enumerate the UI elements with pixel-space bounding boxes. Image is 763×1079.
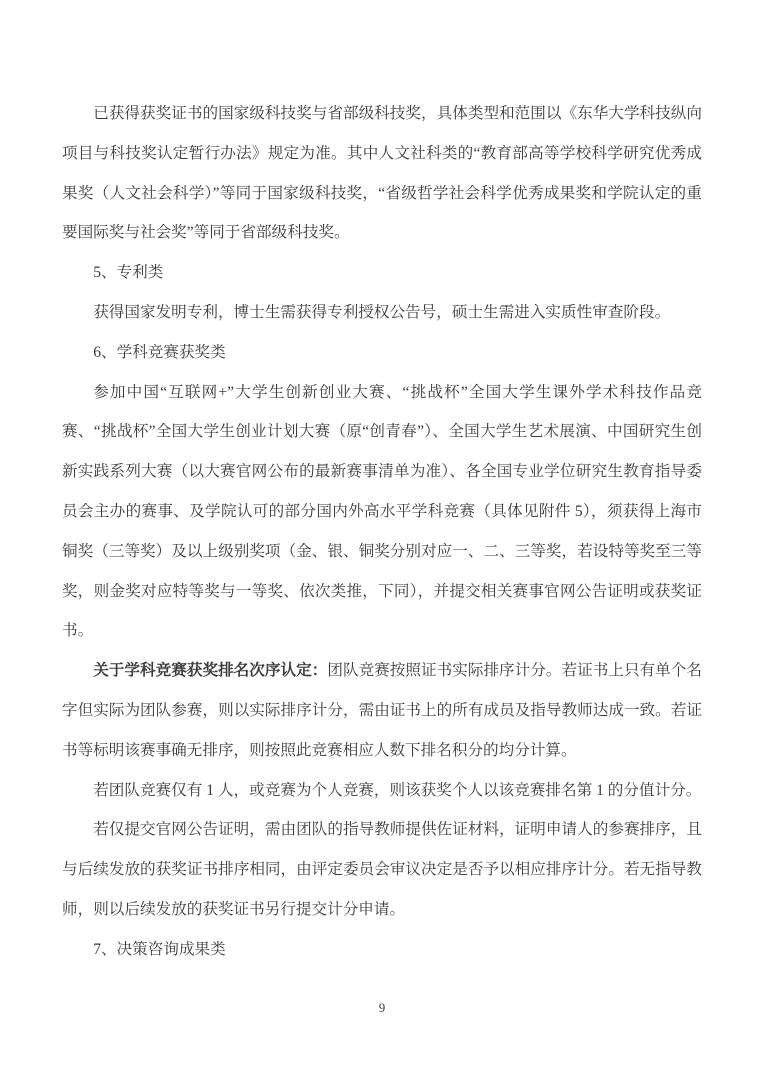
heading-competition-awards-category: 6、学科竞赛获奖类 (93, 343, 226, 361)
ranking-recognition-lead: 关于学科竞赛获奖排名次序认定： (93, 662, 328, 680)
heading-consulting-results-category: 7、决策咨询成果类 (93, 940, 226, 958)
document-body (62, 94, 702, 970)
ranking-recognition-body: 团队竞赛按照证书实际排序计分。若证书上只有单个名字但实际为团队参赛，则以实际排序计分，需由证书上的所有成员及指导教师达成一致。若证书等标明该赛事确无排序，则按照此竞赛相应人数下排名积分的均分计算。 (62, 662, 702, 759)
paragraph-patent-rules: 获得国家发明专利，博士生需获得专利授权公告号，硕士生需进入实质性审查阶段。 (93, 303, 671, 321)
paragraph-ranking-recognition (62, 651, 702, 770)
paragraph-official-proof: 若仅提交官网公告证明，需由团队的指导教师提供佐证材料，证明申请人的参赛排序，且与后续发放的获奖证书排序相同，由评定委员会审议决定是否予以相应排序计分。若无指导教师，则以后续发放的获奖证书另行提交计分申请。 (62, 821, 702, 918)
heading-patent-category: 5、专利类 (93, 264, 164, 282)
paragraph-single-member-team: 若团队竞赛仅有 1 人，或竞赛为个人竞赛，则该获奖个人以该竞赛排名第 1 的分值计分。 (93, 781, 702, 799)
page-number: 9 (378, 1000, 386, 1015)
paragraph-award-certificates: 已获得获奖证书的国家级科技奖与省部级科技奖，具体类型和范围以《东华大学科技纵向项目与科技奖认定暂行办法》规定为准。其中人文社科类的“教育部高等学校科学研究优秀成果奖（人文社会科学）”等同于国家级科技奖，“省级哲学社会科学优秀成果奖和学院认定的重要国际奖与社会奖”等同于省部级科技奖。 (62, 105, 702, 242)
paragraph-competition-list: 参加中国“互联网+”大学生创新创业大赛、“挑战杯”全国大学生课外学术科技作品竞赛、“挑战杯”全国大学生创业计划大赛（原“创青春”）、全国大学生艺术展演、中国研究生创新实践系列大赛（以大赛官网公布的最新赛事清单为准）、各全国专业学位研究生教育指导委员会主办的赛事、及学院认可的部分国内外高水平学科竞赛（具体见附件 5），须获得上海市铜奖（三等奖）及以上级别奖项（金、银、铜奖分别对应一、二、三等奖，若设特等奖至三等奖，则金奖对应特等奖与一等奖、依次类推，下同），并提交相关赛事官网公告证明或获奖证书。 (62, 383, 702, 640)
